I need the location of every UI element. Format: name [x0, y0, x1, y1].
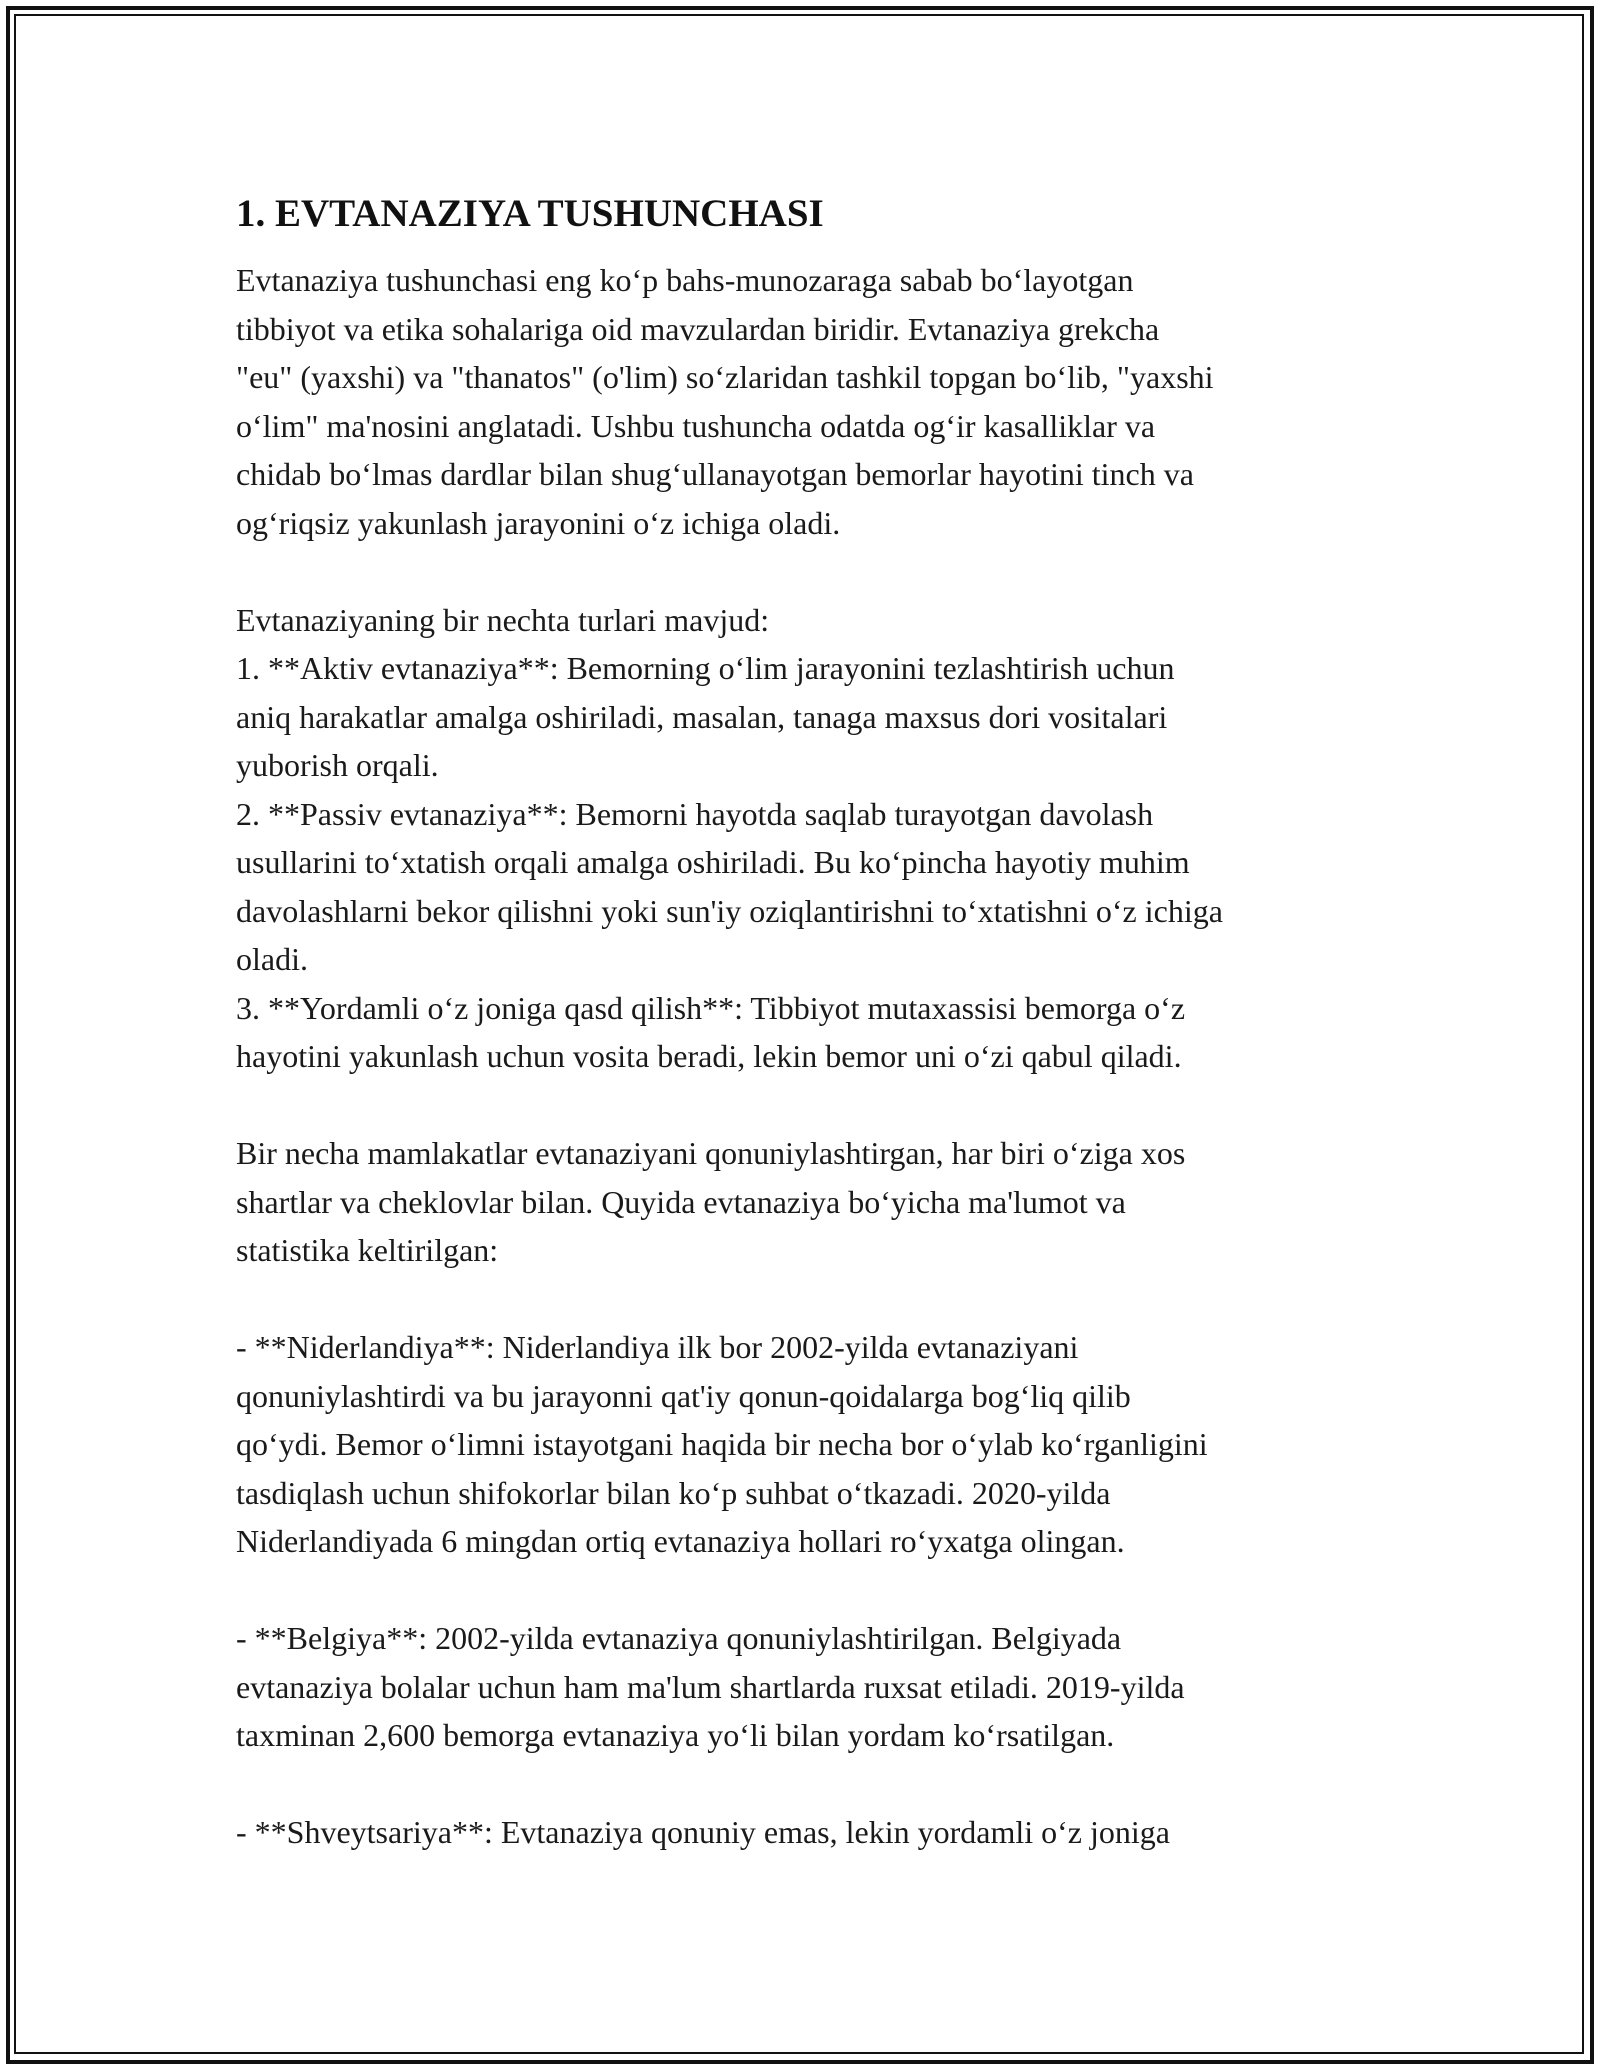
paragraph-intro: Evtanaziya tushunchasi eng ko‘p bahs-munozaraga sabab bo‘layotgan tibbiyot va etika sohalariga oid mavzulardan biridir. Evtanaziya grekcha "eu" (yaxshi) va "thanatos" (o'lim) so‘zlaridan tashkil topgan bo‘lib, "yaxshi o‘lim" ma'nosini anglatadi. Ushbu tushuncha odatda og‘ir kasalliklar va chidab bo‘lmas dardlar bilan shug‘ullanayotgan bemorlar hayotini tinch va og‘riqsiz yakunlash jarayonini o‘z ichiga oladi.	[236, 262, 1214, 541]
paragraph-belgium: - **Belgiya**: 2002-yilda evtanaziya qonuniylashtirilgan. Belgiyada evtanaziya bolalar uchun ham ma'lum shartlarda ruxsat etiladi. 2019-yilda taxminan 2,600 bemorga evtanaziya yo‘li bilan yordam ko‘rsatilgan.	[236, 1620, 1185, 1753]
paragraph-spacer	[236, 547, 1386, 596]
paragraph-spacer	[236, 1566, 1386, 1615]
paragraph-netherlands: - **Niderlandiya**: Niderlandiya ilk bor 2002-yilda evtanaziyani qonuniylashtirdi va bu jarayonni qat'iy qonun-qoidalarga bog‘liq qilib qo‘ydi. Bemor o‘limni istayotgani haqida bir necha bor o‘ylab ko‘rganligini tasdiqlash uchun shifokorlar bilan ko‘p suhbat o‘tkazadi. 2020-yilda Niderlandiyada 6 mingdan ortiq evtanaziya hollari ro‘yxatga olingan.	[236, 1329, 1208, 1559]
paragraph-types-list: Evtanaziyaning bir nechta turlari mavjud: 1. **Aktiv evtanaziya**: Bemorning o‘lim jarayonini tezlashtirish uchun aniq harakatlar amalga oshiriladi, masalan, tanaga maxsus dori vositalari yuborish orqali. 2. **Passiv evtanaziya**: Bemorni hayotda saqlab turayotgan davolash usullarini to‘xtatish orqali amalga oshiriladi. Bu ko‘pincha hayotiy muhim davolashlarni bekor qilishni yoki sun'iy oziqlantirishni to‘xtatishni o‘z ichiga oladi. 3. **Yordamli o‘z joniga qasd qilish**: Tibbiyot mutaxassisi bemorga o‘z hayotini yakunlash uchun vosita beradi, lekin bemor uni o‘zi qabul qiladi.	[236, 601, 1223, 1074]
paragraph-spacer	[236, 1081, 1386, 1130]
paragraph-switzerland: - **Shveytsariya**: Evtanaziya qonuniy emas, lekin yordamli o‘z joniga	[236, 1814, 1170, 1850]
paragraph-countries-intro: Bir necha mamlakatlar evtanaziyani qonuniylashtirgan, har biri o‘ziga xos shartlar va cheklovlar bilan. Quyida evtanaziya bo‘yicha ma'lumot va statistika keltirilgan:	[236, 1135, 1186, 1268]
document-page	[236, 186, 1386, 1857]
paragraph-spacer	[236, 1275, 1386, 1324]
section-heading: 1. EVTANAZIYA TUSHUNCHASI	[236, 192, 824, 235]
paragraph-spacer	[236, 1760, 1386, 1809]
